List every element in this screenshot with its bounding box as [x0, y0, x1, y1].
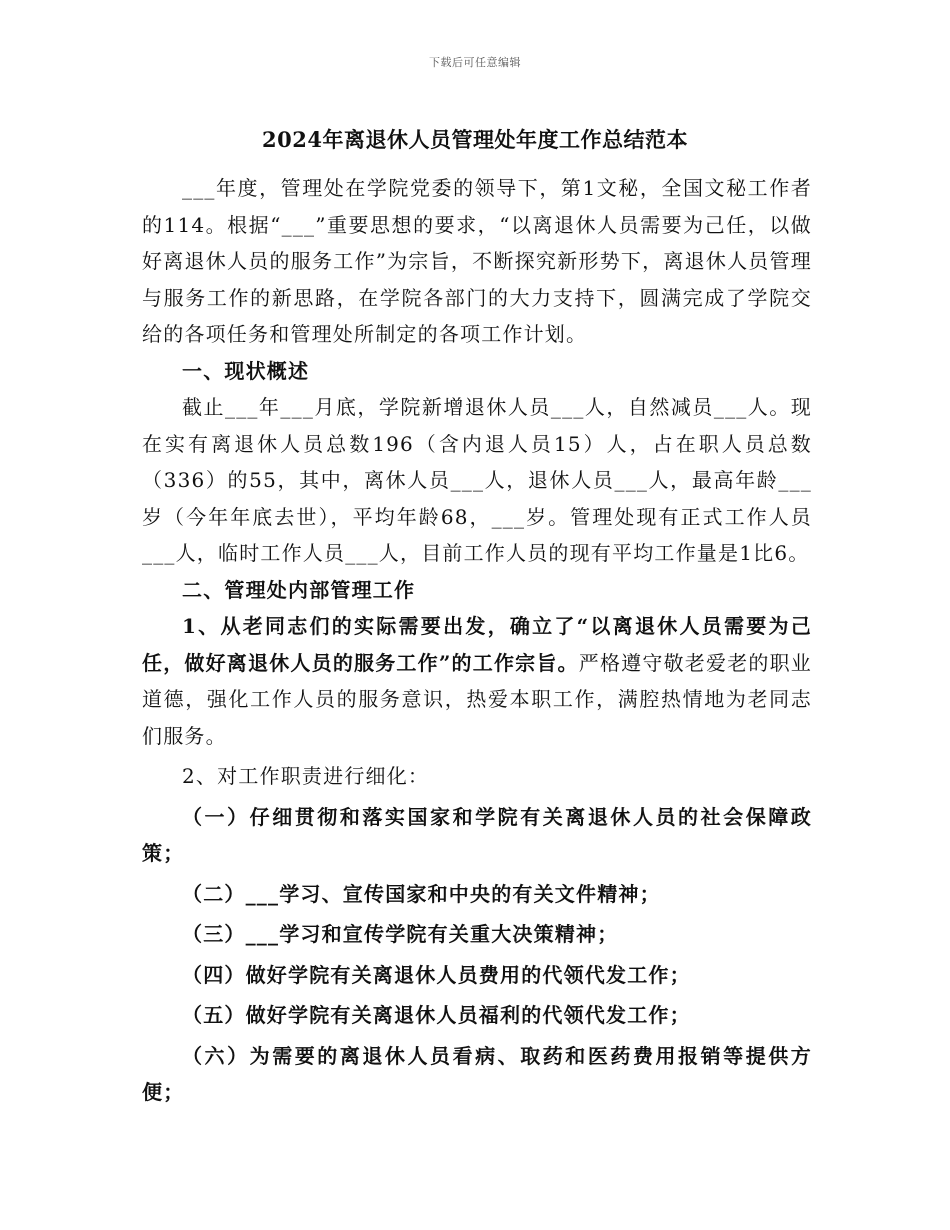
page-header-note: 下载后可任意编辑	[429, 56, 521, 69]
item-1-rest-text: 严格遵守敬老爱老的职业道德，强化工作人员的服务意识，热爱本职工作，满腔热情地为老同志们服务。	[142, 650, 812, 748]
section-2-heading: 二、管理处内部管理工作	[182, 577, 416, 602]
duty-item-2: （二）___学习、宣传国家和中央的有关文件精神；	[182, 881, 661, 906]
duty-item-1: （一）仔细贯彻和落实国家和学院有关离退休人员的社会保障政策；	[142, 804, 812, 865]
duty-item-6: （六）为需要的离退休人员看病、取药和医药费用报销等提供方便；	[142, 1043, 812, 1104]
item-1-bold-text: 1、从老同志们的实际需要出发，确立了“以离退休人员需要为己任，做好离退休人员的服务工作”的工作宗旨。	[142, 614, 812, 675]
duty-item-4: （四）做好学院有关离退休人员费用的代领代发工作；	[182, 962, 691, 987]
item-2-heading: 2、对工作职责进行细化：	[182, 764, 430, 788]
intro-paragraph: ___年度，管理处在学院党委的领导下，第1文秘，全国文秘工作者的114。根据“___”重要思想的要求，“以离退休人员需要为己任，以做好离退休人员的服务工作”为宗旨，不断探究新形势下，离退休人员管理与服务工作的新思路，在学院各部门的大力支持下，圆满完成了学院交给的各项任务和管理处所制定的各项工作计划。	[142, 176, 812, 346]
document-title: 2024年离退休人员管理处年度工作总结范本	[262, 127, 688, 152]
item-1-paragraph	[142, 608, 812, 754]
duty-item-5: （五）做好学院有关离退休人员福利的代领代发工作；	[182, 1003, 691, 1027]
section-1-paragraph: 截止___年___月底，学院新增退休人员___人，自然减员___人。现在实有离退休人员总数196（含内退人员15）人，占在职人员总数（336）的55，其中，离休人员___人，退休人员___人，最高年龄___岁（今年年底去世），平均年龄68，___岁。管理处现有正式工作人员___人，临时工作人员___人，目前工作人员的现有平均工作量是1比6。	[142, 395, 812, 565]
section-1-heading: 一、现状概述	[182, 358, 310, 383]
document-body	[142, 170, 812, 1111]
duty-item-3: （三）___学习和宣传学院有关重大决策精神；	[182, 922, 619, 946]
